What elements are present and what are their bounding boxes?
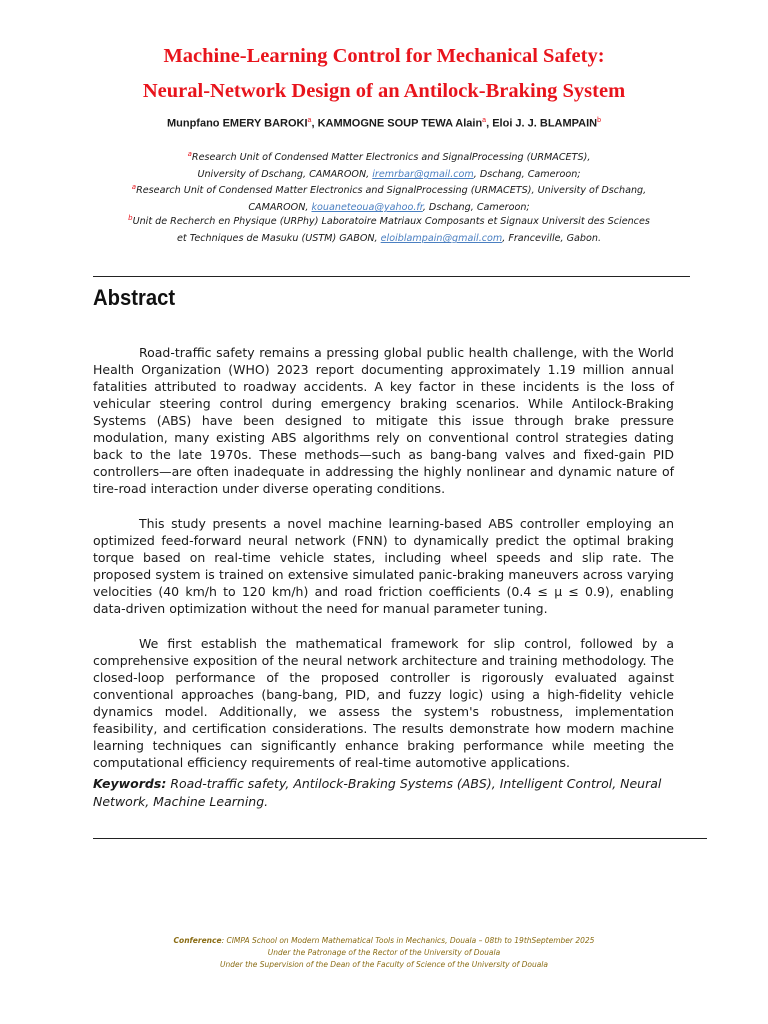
- abstract-paragraph: We first establish the mathematical framework for slip control, followed by a comprehensive exposition of the neural network architecture and training methodology. The closed-loop performance of the proposed controller is rigorously evaluated against conventional approaches (bang-bang, PID, and fuzzy logic) using a high-fidelity vehicle dynamics model. Additionally, we assess the system's robustness, implementation feasibility, and certification considerations. The results demonstrate how modern machine learning techniques can significantly enhance braking performance while meeting the computational efficiency requirements of real-time automotive applications.: [93, 635, 674, 770]
- affiliation-text: Unit de Recherch en Physique (URPhy) Laboratoire Matriaux Composants et Signaux Universit des Sciences: [132, 216, 650, 228]
- affiliation-3: [90, 210, 688, 247]
- conference-label: Conference: [173, 936, 222, 945]
- affiliation-text: , Franceville, Gabon.: [502, 233, 602, 245]
- keywords-label: Keywords:: [93, 776, 167, 791]
- author-name: KAMMOGNE SOUP TEWA Alain: [317, 117, 483, 130]
- author-affiliation-mark: a: [482, 117, 487, 124]
- header-divider: [93, 276, 690, 277]
- author-name: Eloi J. J. BLAMPAIN: [492, 117, 598, 130]
- author-name: Munpfano EMERY BAROKI: [166, 117, 308, 130]
- abstract-paragraph: This study presents a novel machine learning-based ABS controller employing an optimized feed-forward neural network (FNN) to dynamically predict the optimal braking torque based on real-time vehicle states, including wheel speeds and slip rate. The proposed system is trained on extensive simulated panic-braking maneuvers across varying velocities (40 km/h to 120 km/h) and road friction coefficients (0.4 ≤ μ ≤ 0.9), enabling data-driven optimization without the need for manual parameter tuning.: [93, 515, 674, 616]
- author-list: Munpfano EMERY BAROKI$^a$, KAMMOGNE SOUP TEWA Alain$^a$, Eloi J. J. BLAMPAIN$^b$: [166, 117, 602, 130]
- keywords-text: Road-traffic safety, Antilock-Braking Systems (ABS), Intelligent Control, Neural Network, Machine Learning.: [93, 776, 662, 809]
- abstract-paragraph: Road-traffic safety remains a pressing global public health challenge, with the World Health Organization (WHO) 2023 report documenting approximately 1.19 million annual fatalities attributed to roadway accidents. A key factor in these incidents is the loss of vehicular steering control during emergency braking scenarios. While Antilock-Braking Systems (ABS) have been designed to mitigate this issue through brake pressure modulation, many existing ABS algorithms rely on conventional control strategies dating back to the late 1970s. These methods—such as bang-bang valves and fixed-gain PID controllers—are often inadequate in addressing the highly nonlinear and dynamic nature of tire-road interaction under diverse operating conditions.: [93, 344, 674, 496]
- affiliation-mark: b: [128, 214, 133, 222]
- affiliation-1: [90, 146, 688, 183]
- affiliation-mark: a: [131, 183, 137, 191]
- keywords: [93, 775, 674, 811]
- author-affiliation-mark: b: [597, 117, 602, 124]
- footer-line-2: Under the Patronage of the Rector of the University of Douala: [267, 948, 501, 957]
- affiliation-text: Research Unit of Condensed Matter Electronics and SignalProcessing (URMACETS), University of Dschang,: [136, 185, 647, 197]
- paper-title-line-2: Neural-Network Design of an Antilock-Braking System: [142, 80, 626, 102]
- affiliation-text: et Techniques de Masuku (USTM) GABON,: [176, 233, 381, 245]
- conference-text: : CIMPA School on Modern Mathematical Tools in Mechanics, Douala – 08th to 19thSeptember 2025: [221, 936, 595, 945]
- affiliation-text: Research Unit of Condensed Matter Electronics and SignalProcessing (URMACETS),: [191, 152, 591, 164]
- affiliation-text: University of Dschang, CAMAROON,: [197, 169, 373, 181]
- affiliation-mark: a: [187, 150, 192, 158]
- email-link[interactable]: eloiblampain@gmail.com: [380, 233, 503, 245]
- affiliation-text: , Dschang, Cameroon;: [473, 169, 581, 181]
- footer-line-1: [0, 935, 768, 947]
- conference-footer: [0, 935, 768, 971]
- email-link[interactable]: kouaneteoua@yahoo.fr: [311, 202, 423, 214]
- email-link[interactable]: iremrbar@gmail.com: [372, 169, 474, 181]
- footer-divider: [93, 838, 707, 839]
- affiliation-text: , Dschang, Cameroon;: [422, 202, 530, 214]
- paper-title-line-1: Machine-Learning Control for Mechanical Safety:: [163, 45, 605, 67]
- footer-line-3: Under the Supervision of the Dean of the Faculty of Science of the University of Douala: [220, 960, 548, 969]
- author-affiliation-mark: a: [307, 117, 312, 124]
- affiliation-text: CAMAROON,: [248, 202, 312, 214]
- abstract-heading: Abstract: [93, 285, 176, 310]
